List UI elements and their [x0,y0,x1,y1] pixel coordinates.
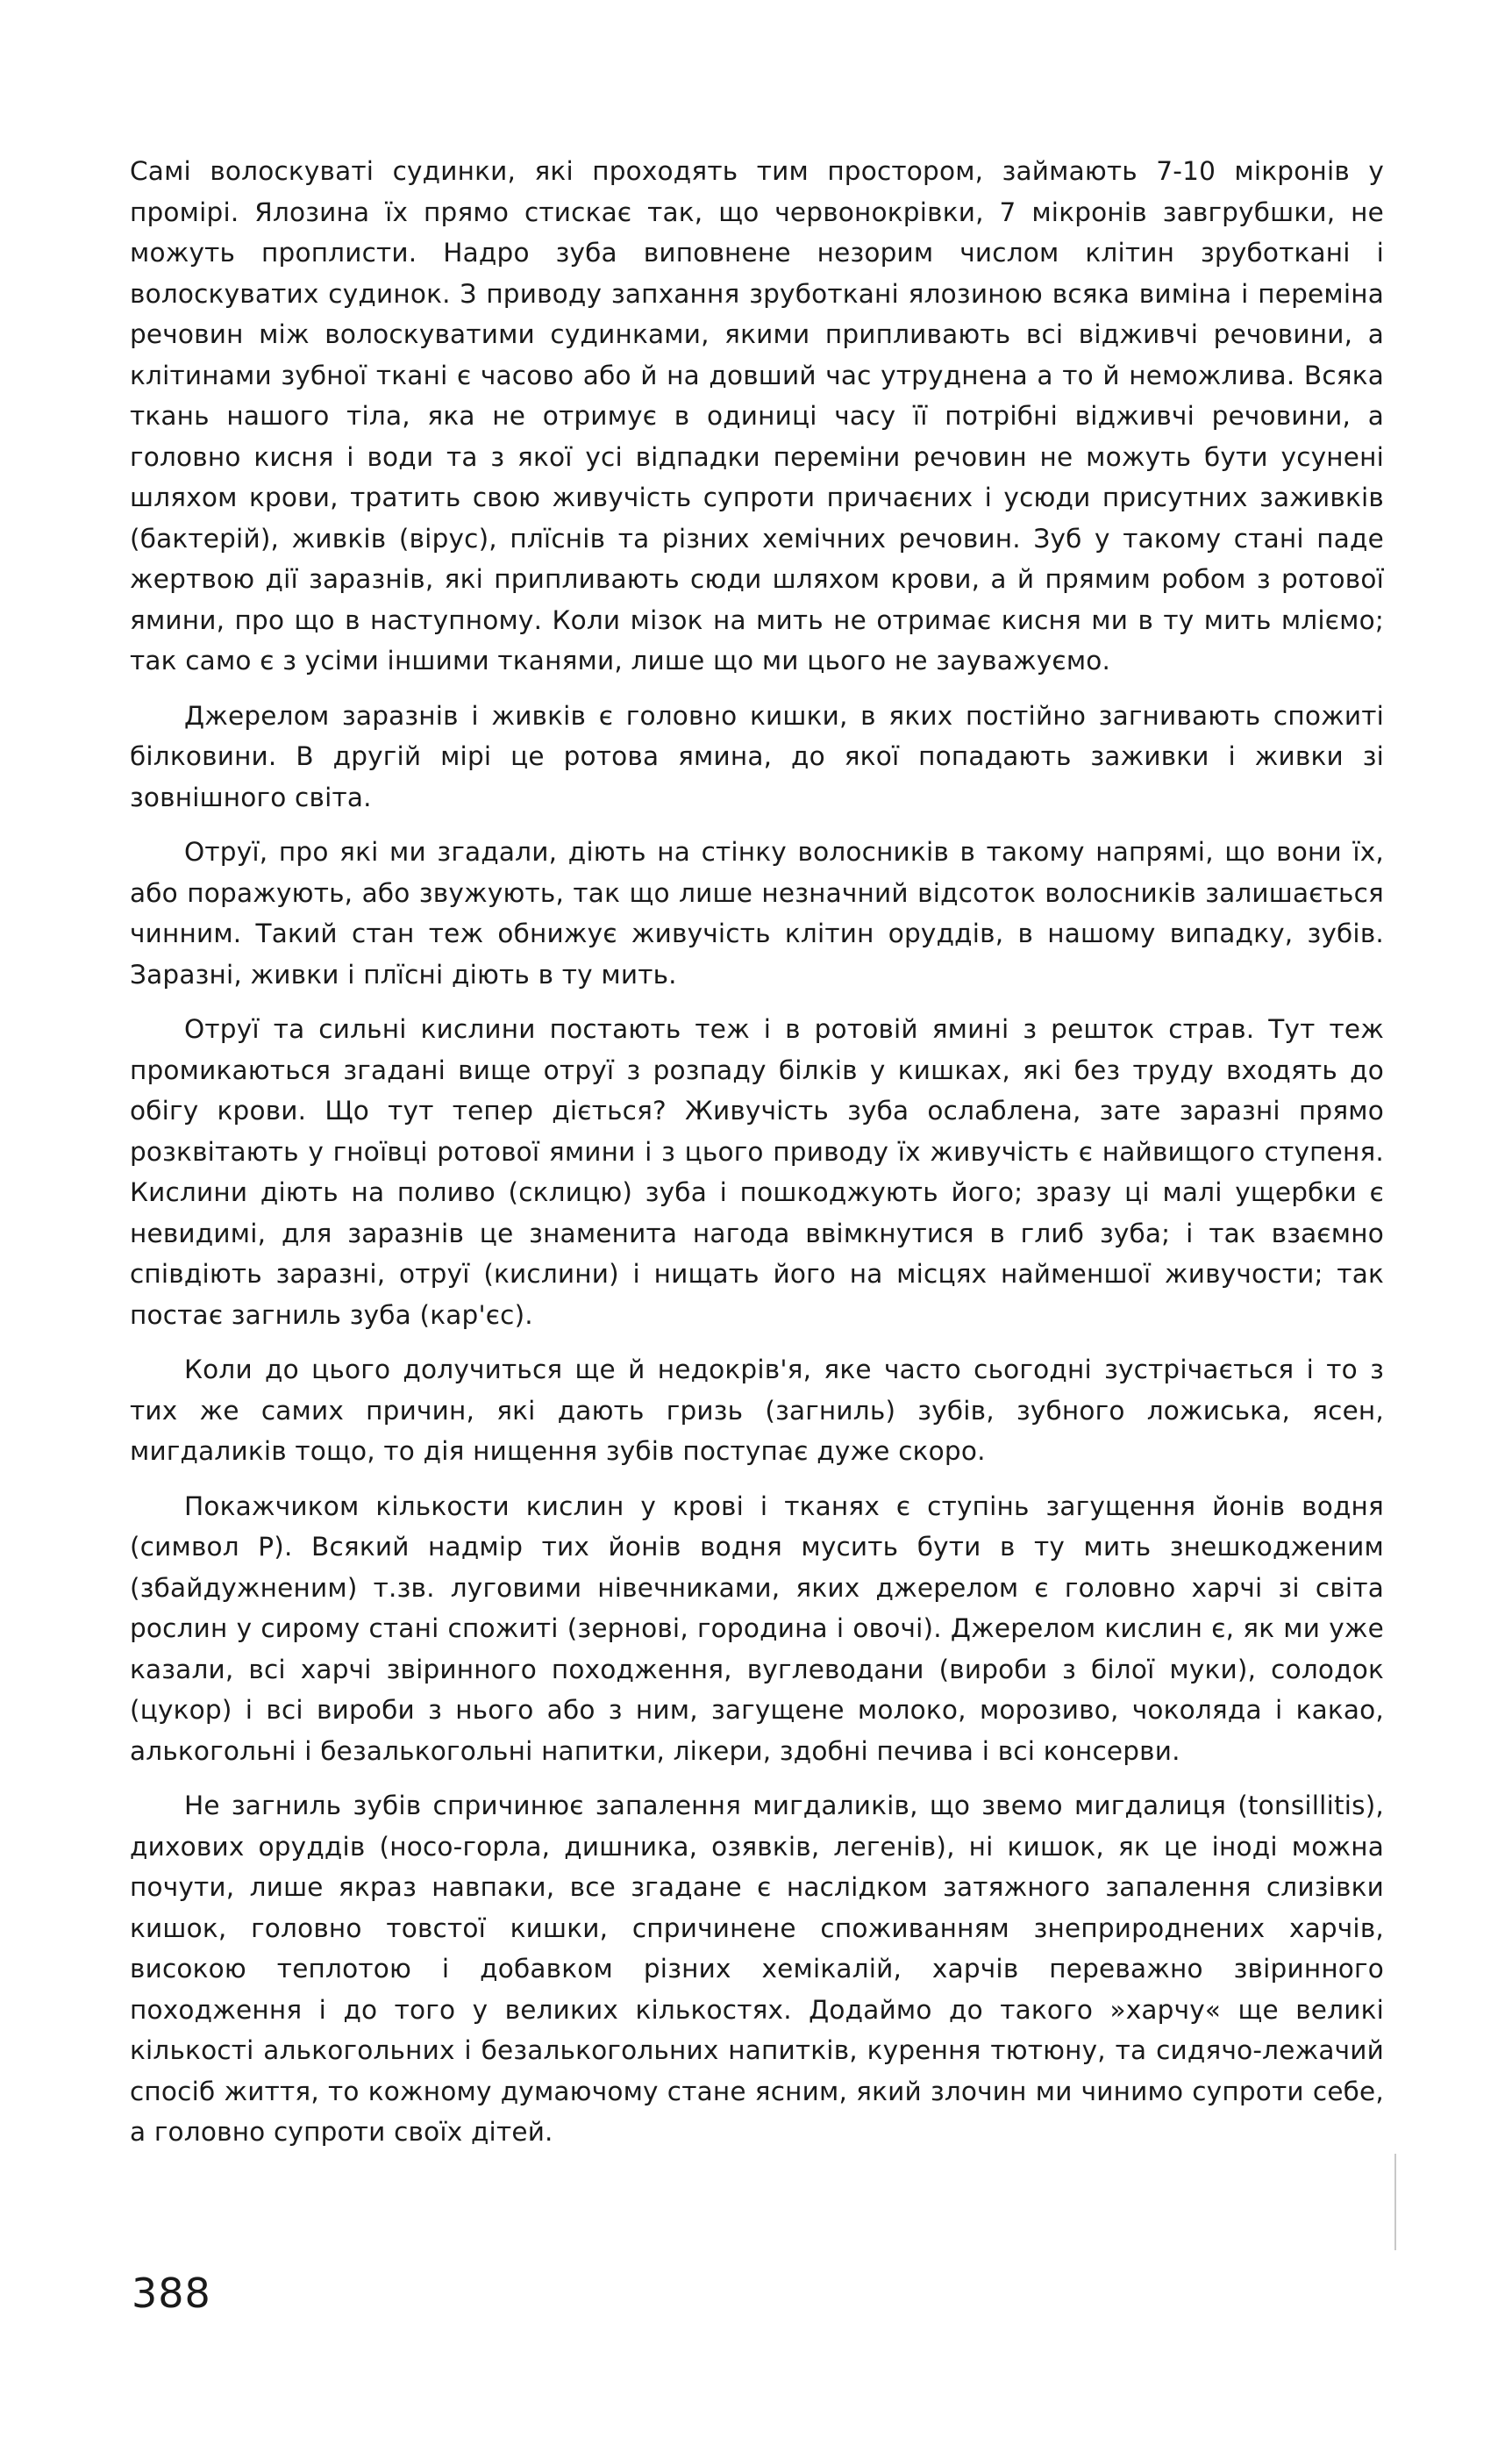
body-text [130,151,1384,2167]
paragraph-3: Отруї, про які ми згадали, діють на стінку волосників в такому напрямі, що вони їх, або поражують, або звужують, так що лише незначний відсоток волосників залишається чинним. Такий стан теж обнижує живучість клітин оруддів, в нашому випадку, зубів. Заразні, живки і плїсні діють в ту мить. [130,837,1384,990]
paragraph-1: Самі волоскуваті судинки, які проходять тим простором, займають 7-10 мікронів у промірі. Ялозина їх прямо стискає так, що червонокрівки, 7 мікронів завгрубшки, не можуть проплисти. Надро зуба виповнене незорим числом клітин зруботкані і волоскуватих судинок. З приводу запхання зруботкані ялозиною всяка виміна і переміна речовин між волоскуватими судинками, якими припливають всі відживчі речовини, а клітинами зубної ткані є часово або й на довший час утруднена а то й неможлива. Всяка ткань нашого тіла, яка не отримує в одиниці часу її потрібні відживчі речовини, а головно кисня і води та з якої усі відпадки переміни речовин не можуть бути усунені шляхом крови, тратить свою живучість супроти причаєних і усюди присутних заживків (бактерій), живків (вірус), плїснів та різних хемічних речовин. Зуб у такому стані паде жертвою дії заразнів, які припливають сюди шляхом крови, а й прямим робом з ротової ямини, про що в наступному. Коли мізок на мить не отримає кисня ми в ту мить мліємо; так само є з усіми іншими тканями, лише що ми цього не зауважуємо. [130,156,1384,676]
paragraph-6: Покажчиком кількости кислин у крові і тканях є ступінь загущення йонів водня (символ P). Всякий надмір тих йонів водня мусить бути в ту мить знешкодженим (збайдужненим) т.зв. луговими нівечниками, яких джерелом є головно харчі зі світа рослин у сирому стані спожиті (зернові, городина і овочі). Джерелом кислин є, як ми уже казали, всі харчі звіринного походження, вуглеводани (вироби з білої муки), солодок (цукор) і всі вироби з нього або з ним, загущене молоко, морозиво, чоколяда і какао, алькогольні і безалькогольні напитки, лікери, здобні печива і всі консерви. [130,1491,1384,1766]
paragraph-4: Отруї та сильні кислини постають теж і в ротовій ямині з решток страв. Тут теж промикаються згадані вище отруї з розпаду білків у кишках, які без труду входять до обігу крови. Що тут тепер діється? Живучість зуба ослаблена, зате заразні прямо розквітають у гноївці ротової ямини і з цього приводу їх живучість є найвищого ступеня. Кислини діють на поливо (склицю) зуба і пошкоджують його; зразу ці малі ущербки є невидимі, для заразнів це знаменита нагода ввімкнутися в глиб зуба; і так взаємно співдіють заразні, отруї (кислини) і нищать його на місцях найменшої живучости; так постає загниль зуба (кар'єс). [130,1014,1384,1330]
margin-line [1394,2154,1396,2250]
paragraph-7: Не загниль зубів спричинює запалення мигдаликів, що звемо мигдалиця (tonsillitis), дихових оруддів (носо-горла, дишника, озявків, легенів), ні кишок, як це іноді можна почути, лише якраз навпаки, все згадане є наслідком затяжного запалення слизівки кишок, головно товстої кишки, спричинене споживанням знеприроднених харчів, високою теплотою і добавком різних хемікалій, харчів переважно звіринного походження і до того у великих кількостях. Додаймо до такого »харчу« ще великі кількості алькогольних і безалькогольних напитків, курення тютюну, та сидячо-лежачий спосіб життя, то кожному думаючому стане ясним, який злочин ми чинимо супроти себе, а головно супроти своїх дітей. [130,1791,1384,2147]
page-number: 388 [132,2270,211,2317]
paragraph-5: Коли до цього долучиться ще й недокрів'я, яке часто сьогодні зустрічається і то з тих же самих причин, які дають гризь (загниль) зубів, зубного ложиська, ясен, мигдаликів тощо, то дія нищення зубів поступає дуже скоро. [130,1355,1384,1466]
paragraph-2: Джерелом заразнів і живків є головно кишки, в яких постійно загнивають спожиті білковини. В другій мірі це ротова ямина, до якої попадають заживки і живки зі зовнішного світа. [130,700,1384,812]
